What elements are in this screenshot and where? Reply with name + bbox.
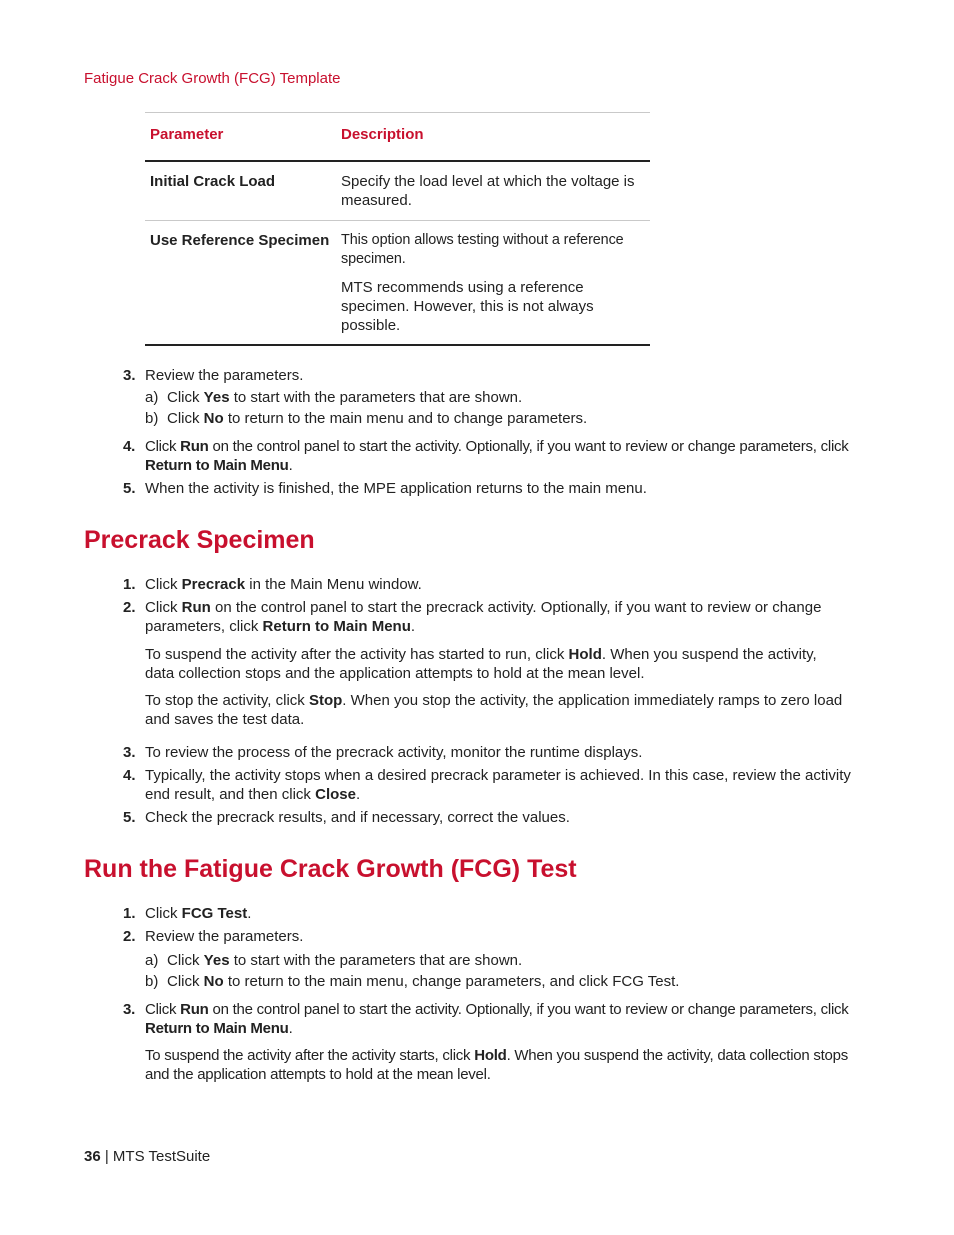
step-text: To review the process of the precrack activity, monitor the runtime displays. xyxy=(145,744,643,761)
step-number: 3. xyxy=(123,1001,136,1018)
paragraph-text: . When you stop the activity, the application immediately ramps to zero load and saves the test data. xyxy=(145,692,843,728)
step-text: Check the precrack results, and if necessary, correct the values. xyxy=(145,809,570,826)
step-text: on the control panel to start the activity. Optionally, if you want to review or change parameters, click xyxy=(208,1001,849,1018)
table-header xyxy=(145,113,650,162)
step-number: 3. xyxy=(123,367,136,384)
ui-term: Run xyxy=(180,1001,209,1018)
description-text: Specify the load level at which the voltage is measured. xyxy=(341,173,635,209)
paragraph-text: To stop the activity, click xyxy=(145,692,309,709)
list-item xyxy=(123,743,853,762)
sub-step-letter: a) xyxy=(145,389,159,406)
step-text: Click xyxy=(145,576,182,593)
step-text: to start with the parameters that are shown. xyxy=(229,389,523,406)
step-number: 5. xyxy=(123,809,136,826)
column-header-parameter: Parameter xyxy=(150,126,224,143)
ui-term: Return to Main Menu xyxy=(145,1020,289,1037)
sub-list-item xyxy=(145,972,845,991)
sub-step-letter: b) xyxy=(145,410,159,427)
step-number: 5. xyxy=(123,480,136,497)
ui-term: Yes xyxy=(203,952,230,969)
ui-term: Close xyxy=(315,786,356,803)
paragraph-text: To suspend the activity after the activity has started to run, click xyxy=(145,646,569,663)
step-text: Click xyxy=(145,1001,181,1018)
step-text: . xyxy=(410,618,416,635)
sub-list-item xyxy=(145,409,845,428)
step-text: to return to the main menu and to change parameters. xyxy=(223,410,588,427)
list-item xyxy=(123,437,853,475)
running-head: Fatigue Crack Growth (FCG) Template xyxy=(84,70,341,87)
ui-term: Return to Main Menu xyxy=(145,457,289,474)
step-text: Click xyxy=(145,438,181,455)
step-text: . xyxy=(355,786,361,803)
document-title: MTS TestSuite xyxy=(112,1148,211,1165)
step-text: Click xyxy=(167,952,204,969)
step-text: Click xyxy=(145,905,182,922)
step-text: in the Main Menu window. xyxy=(245,576,422,593)
section-heading: Run the Fatigue Crack Growth (FCG) Test xyxy=(84,855,577,883)
step-text: Review the parameters. xyxy=(145,367,304,384)
paragraph xyxy=(145,645,850,683)
step-text: . xyxy=(288,457,293,474)
ui-term: Stop xyxy=(308,692,343,709)
step-number: 3. xyxy=(123,744,136,761)
description-text: This option allows testing without a reference specimen. xyxy=(341,232,624,267)
paragraph-text: . When you suspend the activity, data collection stops and the application attempts to hold at the mean level. xyxy=(145,646,817,682)
step-text: Click xyxy=(167,410,204,427)
ui-term: Hold xyxy=(474,1047,507,1064)
footer-separator: | xyxy=(100,1148,113,1165)
parameter-name: Use Reference Specimen xyxy=(150,232,330,249)
step-text: to return to the main menu, change parameters, and click FCG Test. xyxy=(223,973,680,990)
step-text: . xyxy=(247,905,252,922)
list-item xyxy=(123,598,853,636)
ui-term: Hold xyxy=(568,646,602,663)
step-text: Click xyxy=(145,599,182,616)
list-item xyxy=(123,575,853,594)
sub-step-letter: b) xyxy=(145,973,159,990)
page-footer xyxy=(84,1148,210,1165)
step-text: on the control panel to start the precrack activity. Optionally, if you want to review or change parameters, click xyxy=(145,599,822,635)
parameter-name: Initial Crack Load xyxy=(150,173,276,190)
table-row xyxy=(145,221,650,346)
step-number: 2. xyxy=(123,928,136,945)
ui-term: Yes xyxy=(203,389,230,406)
list-item xyxy=(123,927,853,946)
list-item xyxy=(123,766,853,804)
step-text: Review the parameters. xyxy=(145,928,304,945)
ui-term: Run xyxy=(180,438,209,455)
paragraph xyxy=(145,1046,850,1084)
parameter-description xyxy=(341,172,650,220)
step-number: 1. xyxy=(123,905,136,922)
paragraph-text: . When you suspend the activity, data collection stops and the application attempts to hold at the mean level. xyxy=(145,1047,848,1083)
page-number: 36 xyxy=(84,1148,101,1165)
step-text: Typically, the activity stops when a desired precrack parameter is achieved. In this case, review the activity end result, and then click xyxy=(145,767,851,803)
list-item xyxy=(123,1000,853,1038)
step-number: 2. xyxy=(123,599,136,616)
sub-list-item xyxy=(145,388,845,407)
ui-term: Precrack xyxy=(181,576,246,593)
parameter-table xyxy=(145,112,650,346)
step-text: Click xyxy=(167,389,204,406)
sub-list-item xyxy=(145,951,845,970)
step-text: . xyxy=(288,1020,293,1037)
paragraph xyxy=(145,691,850,729)
parameter-description xyxy=(341,231,650,344)
ui-term: FCG Test xyxy=(181,905,248,922)
column-header-description: Description xyxy=(341,126,424,143)
sub-step-letter: a) xyxy=(145,952,159,969)
step-text: When the activity is finished, the MPE application returns to the main menu. xyxy=(145,480,647,497)
section-heading: Precrack Specimen xyxy=(84,526,315,554)
ui-term: Return to Main Menu xyxy=(262,618,411,635)
step-text: to start with the parameters that are shown. xyxy=(229,952,523,969)
list-item xyxy=(123,479,853,498)
step-number: 4. xyxy=(123,438,136,455)
table-row xyxy=(145,162,650,221)
description-text: MTS recommends using a reference specimen. However, this is not always possible. xyxy=(341,279,594,334)
list-item xyxy=(123,904,853,923)
ui-term: Run xyxy=(181,599,211,616)
ui-term: No xyxy=(203,410,224,427)
list-item xyxy=(123,366,853,385)
step-number: 4. xyxy=(123,767,136,784)
step-number: 1. xyxy=(123,576,136,593)
step-text: on the control panel to start the activity. Optionally, if you want to review or change parameters, click xyxy=(208,438,849,455)
list-item xyxy=(123,808,853,827)
ui-term: No xyxy=(203,973,224,990)
step-text: Click xyxy=(167,973,204,990)
paragraph-text: To suspend the activity after the activity starts, click xyxy=(145,1047,475,1064)
